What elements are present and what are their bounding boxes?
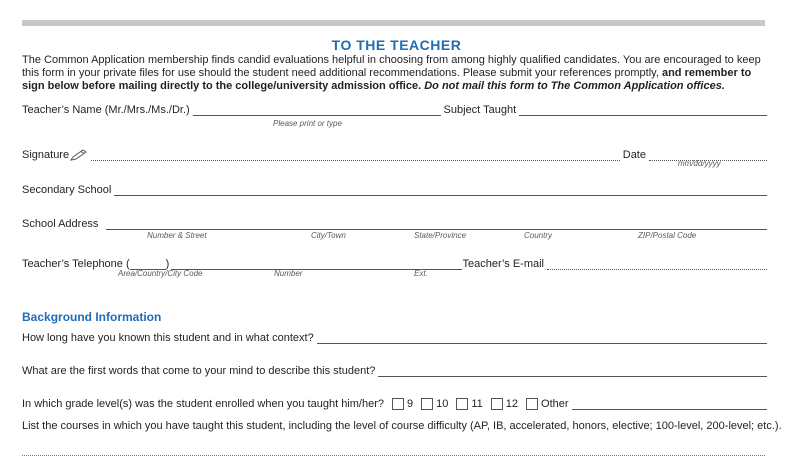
- signature-row: [22, 147, 767, 161]
- school-label: Secondary School: [22, 184, 112, 196]
- q4-label: List the courses in which you have taught this student, including the level of course difficulty (AP, IB, accelerated, honors, elective; 100-level, 200-level; etc.).: [22, 420, 782, 432]
- address-field[interactable]: [106, 219, 767, 230]
- subject-label: Subject Taught: [443, 104, 517, 116]
- grade-12-label: 12: [505, 398, 519, 410]
- pencil-icon: [70, 149, 88, 161]
- signature-field[interactable]: [91, 150, 620, 161]
- grade-other-checkbox[interactable]: [526, 398, 538, 410]
- address-hint-state: State/Province: [414, 231, 467, 240]
- telephone-paren: ): [165, 258, 170, 270]
- telephone-hint-area: Area/Country/City Code: [118, 269, 203, 278]
- address-hint-street: Number & Street: [147, 231, 207, 240]
- telephone-row: [22, 256, 767, 270]
- telephone-label: Teacher’s Telephone (: [22, 258, 130, 270]
- grade-11-checkbox[interactable]: [456, 398, 468, 410]
- school-row: [22, 182, 767, 196]
- q2-field[interactable]: [378, 366, 767, 377]
- q1-row: [22, 330, 767, 344]
- page-title: TO THE TEACHER: [331, 37, 462, 53]
- grade-other-label: Other: [541, 398, 569, 410]
- intro-paragraph: [22, 54, 767, 93]
- address-label: School Address: [22, 218, 99, 230]
- grade-9-checkbox[interactable]: [392, 398, 404, 410]
- date-hint: mm/dd/yyyy: [678, 159, 721, 168]
- q4-row: [22, 418, 782, 432]
- school-field[interactable]: [114, 185, 767, 196]
- intro-warning-text: Do not mail this form to The Common Application offices.: [424, 80, 725, 92]
- address-hint-zip: ZIP/Postal Code: [638, 231, 697, 240]
- q2-row: [22, 363, 767, 377]
- q3-label: In which grade level(s) was the student enrolled when you taught him/her?: [22, 398, 384, 410]
- email-label: Teacher’s E-mail: [462, 258, 544, 270]
- intro-bold-text: and remember to sign below before mailing directly to the college/university admission office.: [22, 67, 752, 92]
- grade-12-checkbox[interactable]: [491, 398, 503, 410]
- grade-10-checkbox[interactable]: [421, 398, 433, 410]
- q1-label: How long have you known this student and in what context?: [22, 332, 314, 344]
- teacher-name-row: [22, 102, 767, 116]
- email-field[interactable]: [547, 259, 767, 270]
- teacher-name-field[interactable]: [193, 105, 441, 116]
- telephone-hint-ext: Ext.: [414, 269, 428, 278]
- header-bar: [22, 20, 765, 26]
- signature-label: Signature: [22, 149, 70, 161]
- q1-field[interactable]: [317, 333, 767, 344]
- intro-text: The Common Application membership finds candid evaluations helpful in choosing from among highly qualified candidates. You are encouraged to keep this form in your private files for use should the student need additional recommendations. Please submit your references promptly,: [22, 54, 761, 79]
- telephone-hint-number: Number: [274, 269, 303, 278]
- q2-label: What are the first words that come to your mind to describe this student?: [22, 365, 376, 377]
- date-label: Date: [622, 149, 646, 161]
- courses-field[interactable]: [22, 455, 765, 456]
- grade-other-field[interactable]: [572, 399, 767, 410]
- teacher-name-hint: Please print or type: [273, 119, 342, 128]
- address-hint-country: Country: [524, 231, 553, 240]
- teacher-name-label: Teacher’s Name (Mr./Mrs./Ms./Dr.): [22, 104, 190, 116]
- address-hint-city: City/Town: [311, 231, 346, 240]
- grade-11-label: 11: [471, 398, 483, 410]
- background-section-title: Background Information: [22, 310, 162, 324]
- subject-field[interactable]: [519, 105, 767, 116]
- grade-10-label: 10: [436, 398, 449, 410]
- grade-9-label: 9: [407, 398, 414, 410]
- q3-row: [22, 396, 767, 410]
- address-row: [22, 216, 767, 230]
